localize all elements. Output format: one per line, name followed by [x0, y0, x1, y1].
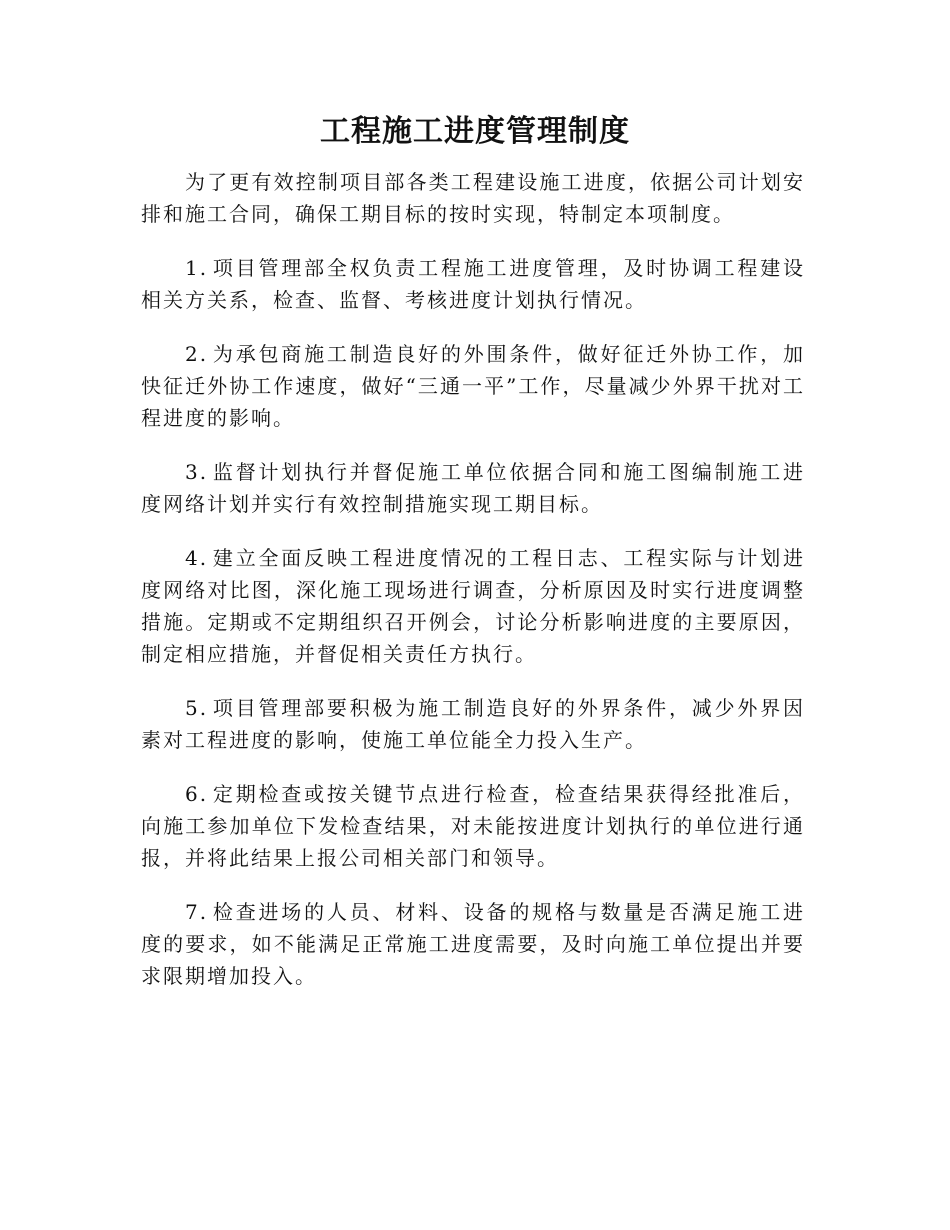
- document-body: [141, 166, 805, 1014]
- clause-text: 监督计划执行并督促施工单位依据合同和施工图编制施工进度网络计划并实行有效控制措施实现工期目标。: [141, 460, 805, 516]
- clause-2: [141, 338, 805, 434]
- clause-6: [141, 778, 805, 874]
- clause-number: 6.: [185, 782, 209, 806]
- clause-number: 1.: [185, 256, 209, 280]
- clause-number: 2.: [185, 342, 209, 366]
- clause-number: 7.: [185, 900, 209, 924]
- document-title: 工程施工进度管理制度: [320, 114, 630, 149]
- clause-1: [141, 252, 805, 316]
- clause-7: [141, 896, 805, 992]
- clause-text: 建立全面反映工程进度情况的工程日志、工程实际与计划进度网络对比图，深化施工现场进行调查，分析原因及时实行进度调整措施。定期或不定期组织召开例会，讨论分析影响进度的主要原因，制定相应措施，并督促相关责任方执行。: [141, 546, 805, 666]
- clause-text: 项目管理部要积极为施工制造良好的外界条件，减少外界因素对工程进度的影响，使施工单位能全力投入生产。: [141, 696, 805, 752]
- clause-number: 4.: [185, 546, 209, 570]
- clause-text: 为承包商施工制造良好的外围条件，做好征迁外协工作，加快征迁外协工作速度，做好“三通一平”工作，尽量减少外界干扰对工程进度的影响。: [141, 342, 805, 430]
- clause-3: [141, 456, 805, 520]
- intro-paragraph: 为了更有效控制项目部各类工程建设施工进度，依据公司计划安排和施工合同，确保工期目标的按时实现，特制定本项制度。: [141, 170, 805, 226]
- clause-5: [141, 692, 805, 756]
- clause-text: 定期检查或按关键节点进行检查，检查结果获得经批准后，向施工参加单位下发检查结果，对未能按进度计划执行的单位进行通报，并将此结果上报公司相关部门和领导。: [141, 782, 805, 870]
- clause-number: 3.: [185, 460, 209, 484]
- clause-text: 检查进场的人员、材料、设备的规格与数量是否满足施工进度的要求，如不能满足正常施工进度需要，及时向施工单位提出并要求限期增加投入。: [141, 900, 805, 988]
- clause-4: [141, 542, 805, 670]
- clause-text: 项目管理部全权负责工程施工进度管理，及时协调工程建设相关方关系，检查、监督、考核进度计划执行情况。: [141, 256, 805, 312]
- clause-number: 5.: [185, 696, 209, 720]
